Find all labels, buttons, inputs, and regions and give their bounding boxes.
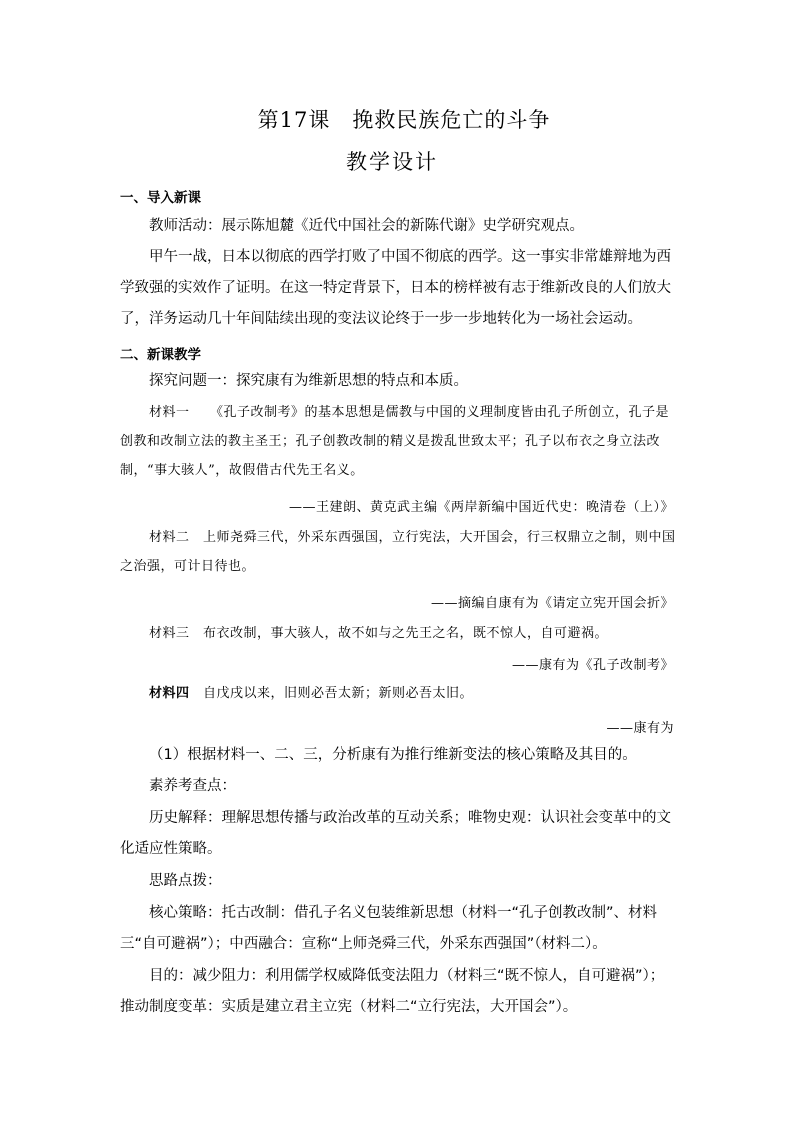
material-1-label: 材料一 (149, 405, 190, 420)
material-1-source: ——王建朗、黄克武主编《两岸新编中国近代史：晚清卷（上）》 (288, 500, 674, 515)
intro-quote-paragraph: 甲午一战，日本以彻底的西学打败了中国不彻底的西学。这一事实非常雄辩地为西学致强的实效作了证明。在这一特定背景下，日本的榜样被有志于维新改良的人们放大了，洋务运动几十年间陆续出现的变法议论终于一步一步地转化为一场社会运动。 (120, 249, 671, 327)
analysis-task: （1）根据材料一、二、三，分析康有为推行维新变法的核心策略及其目的。 (149, 747, 637, 763)
lesson-title: 第17课 挽救民族危亡的斗争 (257, 108, 551, 132)
material-2-label: 材料二 (149, 530, 190, 545)
material-1: 材料一 《孔子改制考》的基本思想是儒教与中国的义理制度皆由孔子所创立，孔子是创教和改制立法的教主圣王；孔子创教改制的精义是拨乱世致太平；孔子以布衣之身立法改制，“事大骇人”，故假借古代先王名义。 (120, 405, 670, 478)
literacy-text: 历史解释：理解思想传播与政治改革的互动关系；唯物史观：认识社会变革中的文化适应性策略。 (120, 810, 671, 857)
material-3-source: ——康有为《孔子改制考》 (511, 658, 674, 673)
material-4-label: 材料四 (149, 686, 190, 701)
literacy-label: 素养考查点： (149, 778, 236, 794)
core-strategy: 核心策略：托古改制：借孔子名义包装维新思想（材料一“孔子创教改制”、材料三“自可避祸”）；中西融合：宣称“上师尧舜三代，外采东西强国”（材料二）。 (120, 905, 658, 952)
intro-teacher-activity: 教师活动：展示陈旭麓《近代中国社会的新陈代谢》史学研究观点。 (149, 218, 584, 234)
material-4-source: ——康有为 (606, 721, 674, 736)
material-3-label: 材料三 (149, 626, 190, 641)
material-4: 材料四 自戊戌以来，旧则必吾太新；新则必吾太旧。 (149, 686, 474, 701)
lesson-subtitle: 教学设计 (346, 150, 438, 174)
material-2-source: ——摘编自康有为《请定立宪开国会折》 (430, 596, 674, 611)
section-heading-intro: 一、导入新课 (120, 190, 201, 206)
section-heading-new-lesson: 二、新课教学 (120, 347, 201, 363)
material-2: 材料二 上师尧舜三代，外采东西强国，立行宪法，大开国会，行三权鼎立之制，则中国之治强，可计日待也。 (120, 530, 676, 574)
hint-label: 思路点拨： (149, 873, 222, 889)
purpose: 目的：减少阻力：利用儒学权威降低变法阻力（材料三“既不惊人，自可避祸”）；推动制度变革：实质是建立君主立宪（材料二“立行宪法，大开国会”）。 (120, 968, 665, 1015)
material-3: 材料三 布衣改制，事大骇人，故不如与之先王之名，既不惊人，自可避祸。 (149, 626, 609, 641)
explore-question: 探究问题一：探究康有为维新思想的特点和本质。 (149, 373, 468, 389)
